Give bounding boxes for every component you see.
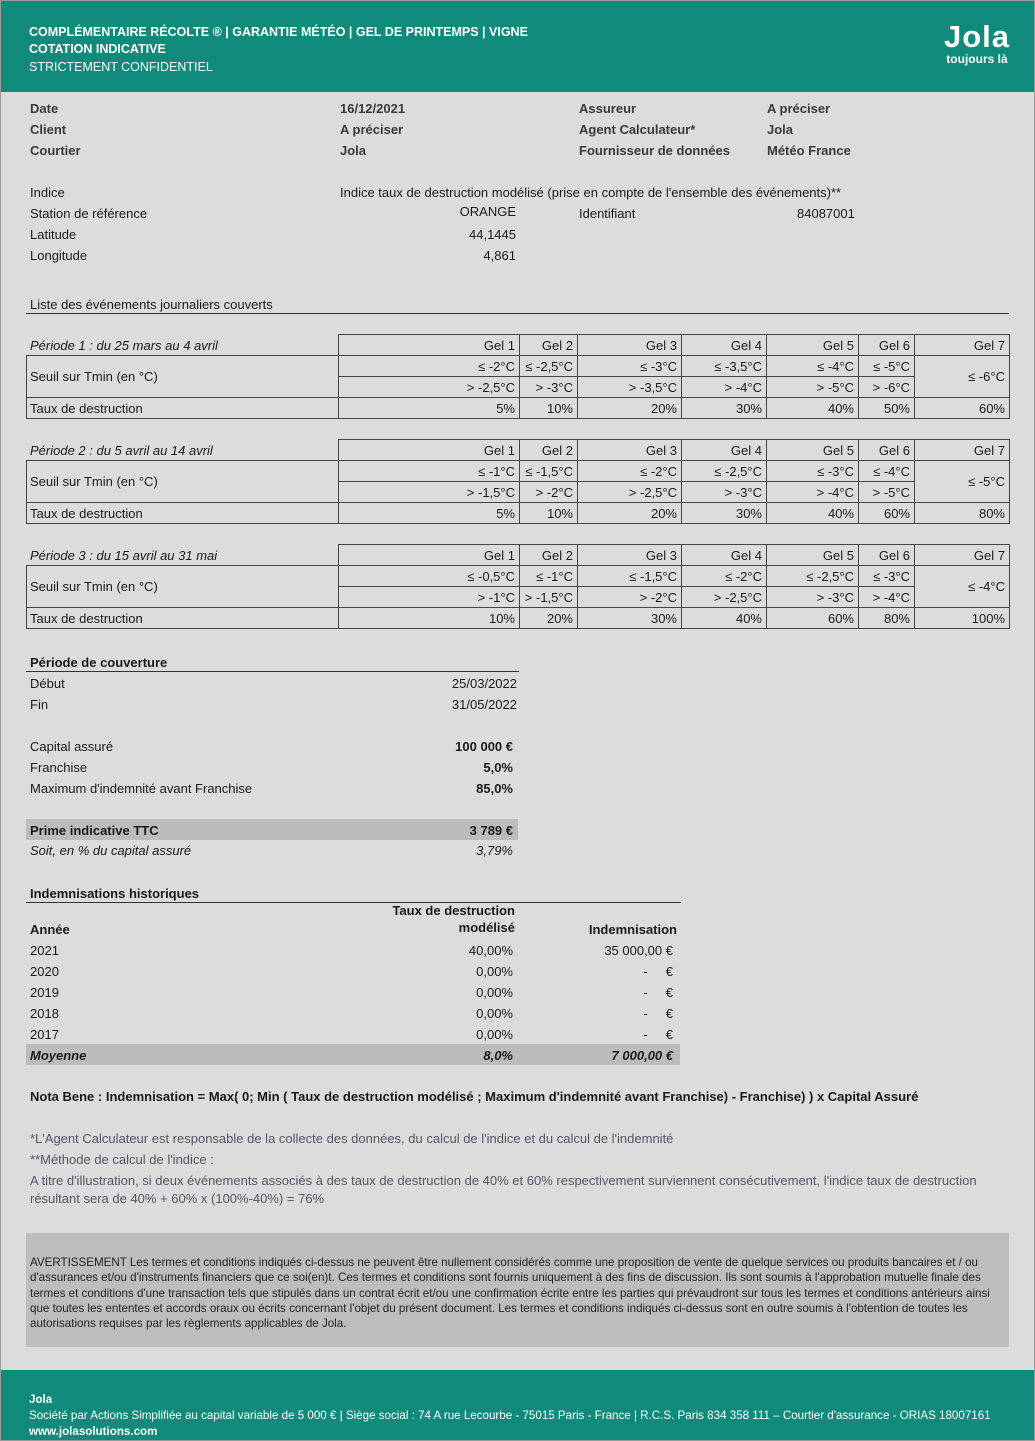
taux-value: 10% [488,611,515,626]
header-banner [1,1,1034,92]
history-taux: 0,00% [476,985,513,1000]
history-indemnisation: - € [643,985,673,1000]
gel-header: Gel 1 [483,443,515,458]
col-indemnisation: Indemnisation [588,922,677,937]
history-year: 2017 [30,1027,59,1042]
gel-header: Gel 7 [973,443,1005,458]
gel-column-divider [914,355,915,418]
taux-value: 20% [650,506,677,521]
coverage-heading: Période de couverture [30,655,168,670]
history-heading-rule [26,902,681,903]
taux-value: 30% [735,506,762,521]
gel-header-divider [766,334,767,355]
threshold-upper: ≤ -2,5°C [714,464,762,479]
history-heading: Indemnisations historiques [30,886,200,901]
soit-label: Soit, en % du capital assuré [30,843,192,858]
gel-column-divider [858,355,859,418]
fournisseur-value: Météo France [767,143,851,158]
identifiant-value: 84087001 [797,206,855,221]
threshold-lower: > -1°C [477,590,515,605]
date-label: Date [30,101,59,116]
threshold-lower: > -4°C [872,590,910,605]
seuil-label: Seuil sur Tmin (en °C) [30,369,158,384]
latitude-value: 44,1445 [469,227,516,242]
history-indemnisation: 35 000,00 € [604,943,673,958]
threshold-lower: > -2°C [639,590,677,605]
period-label-rule [26,355,338,356]
taux-row-line [26,607,1010,608]
footer-legal: Société par Actions Simplifiée au capital variable de 5 000 € | Siège social : 74 A rue Lecourbe - 75015 Paris - France | R.C.S. Paris 834 358 111 – Courtier d'assurance - ORIAS 18007161 [29,1409,991,1422]
gel-column-divider [766,565,767,628]
courtier-value: Jola [340,143,367,158]
average-indemnisation: 7 000,00 € [611,1048,673,1063]
gel-column-divider [519,460,520,523]
taux-label: Taux de destruction [30,611,143,626]
agent-footnote: *L'Agent Calculateur est responsable de la collecte des données, du calcul de l'indice et du calcul de l'indemnité [30,1131,674,1146]
gel-header-divider [914,334,915,355]
disclaimer-text: AVERTISSEMENT Les termes et conditions indiqués ci-dessus ne peuvent être nullement considérés comme une proposition de vente de quelque services ou produits bancaires et / ou d'assurances et/ou d'instruments financiers que ce soi(en)t. Ces termes et conditions sont fournis uniquement à des fins de discussion. Ils sont soumis à l'approbation mutuelle finale des termes et conditions d'une transaction tels que stipulés dans un contrat écrit et/ou une confirmation écrite entre les parties qui prévaudront sur tous les termes et conditions antérieurs ainsi que toutes les ententes et accords oraux ou écrits concernant l'objet du présent document. Les termes et conditions indiqués ci-dessus sont en outre soumis à l'obtention de toutes les autorisations requises par les règlements applicables de Jola. [30,1256,990,1331]
disclaimer-box [26,1233,1009,1347]
courtier-label: Courtier [30,143,81,158]
threshold-gel7: ≤ -5°C [968,474,1005,489]
max-indemnite-value: 85,0% [476,781,513,796]
taux-value: 80% [883,611,910,626]
debut-label: Début [30,676,65,691]
threshold-lower: > -1,5°C [524,590,573,605]
threshold-gel7: ≤ -4°C [968,579,1005,594]
gel-column-divider [338,355,339,418]
taux-value: 30% [650,611,677,626]
indice-value: Indice taux de destruction modélisé (prise en compte de l'ensemble des événements)** [340,185,842,200]
footer-banner [1,1370,1034,1441]
threshold-upper: ≤ -2,5°C [525,359,573,374]
taux-value: 80% [978,506,1005,521]
gel-column-divider [858,460,859,523]
col-annee: Année [30,922,70,937]
threshold-upper: ≤ -3°C [817,464,854,479]
history-indemnisation: - € [643,1027,673,1042]
taux-value: 50% [883,401,910,416]
gel-column-divider [914,460,915,523]
taux-value: 40% [735,611,762,626]
period-label-rule [26,460,338,461]
gel-header: Gel 2 [541,338,573,353]
threshold-upper: ≤ -1°C [536,569,573,584]
taux-value: 60% [827,611,854,626]
average-taux: 8,0% [483,1048,513,1063]
threshold-lower: > -2,5°C [713,590,762,605]
gel-header-divider [914,439,915,460]
gel-column-divider [681,460,682,523]
gel-header: Gel 4 [730,338,762,353]
threshold-upper: ≤ -4°C [873,464,910,479]
gel-column-divider [766,460,767,523]
gel-header: Gel 6 [878,338,910,353]
document-subtitle: COTATION INDICATIVE [29,42,166,56]
fin-value: 31/05/2022 [451,697,517,712]
gel-header-divider [914,544,915,565]
gel-column-divider [577,565,578,628]
illustration-line-2: résultant sera de 40% + 60% x (100%-40%) = 76% [30,1191,325,1206]
taux-value: 10% [546,401,573,416]
history-taux: 40,00% [468,943,513,958]
coverage-heading-rule [26,671,519,672]
gel-column-divider [338,460,339,523]
gel-header: Gel 2 [541,443,573,458]
seuil-split-line [338,376,914,377]
taux-value: 20% [546,611,573,626]
threshold-lower: > -2°C [535,485,573,500]
history-taux: 0,00% [476,1006,513,1021]
agent-value: Jola [767,122,794,137]
footer-company: Jola [29,1393,53,1406]
gel-header: Gel 6 [878,443,910,458]
gel-header: Gel 5 [822,548,854,563]
period-label: Période 2 : du 5 avril au 14 avril [30,443,213,458]
nota-bene: Nota Bene : Indemnisation = Max( 0; Min ( Taux de destruction modélisé ; Maximum d'indemnité avant Franchise) - Franchise) ) x Capital Assuré [30,1089,919,1104]
taux-row-line [26,397,1010,398]
gel-header: Gel 3 [645,338,677,353]
history-taux: 0,00% [476,1027,513,1042]
threshold-upper: ≤ -2°C [725,569,762,584]
assureur-label: Assureur [579,101,637,116]
threshold-lower: > -5°C [872,485,910,500]
taux-row-line [26,502,1010,503]
threshold-upper: ≤ -3°C [640,359,677,374]
illustration-line-1: A titre d'illustration, si deux événements associés à des taux de destruction de 40% et 60% respectivement surviennent consécutivement, l'indice taux de destruction [30,1173,977,1188]
period-table-frame [26,460,1010,524]
station-value: ORANGE [459,204,516,219]
threshold-upper: ≤ -0,5°C [467,569,515,584]
taux-value: 40% [827,506,854,521]
footer-website[interactable]: www.jolasolutions.com [29,1425,158,1438]
gel-header: Gel 3 [645,443,677,458]
period-table-frame [26,355,1010,419]
taux-label: Taux de destruction [30,401,143,416]
client-value: A préciser [340,122,404,137]
assureur-value: A préciser [767,101,831,116]
fin-label: Fin [30,697,49,712]
seuil-label: Seuil sur Tmin (en °C) [30,579,158,594]
threshold-upper: ≤ -1°C [478,464,515,479]
gel-column-divider [766,355,767,418]
threshold-upper: ≤ -3,5°C [714,359,762,374]
average-highlight [26,1044,680,1065]
threshold-lower: > -4°C [816,485,854,500]
gel-header-divider [681,334,682,355]
period-label: Période 3 : du 15 avril au 31 mai [30,548,218,563]
gel-header-divider [577,544,578,565]
gel-header: Gel 3 [645,548,677,563]
prime-value: 3 789 € [469,823,513,838]
gel-header: Gel 5 [822,443,854,458]
threshold-lower: > -3°C [816,590,854,605]
soit-value: 3,79% [476,843,513,858]
capital-label: Capital assuré [30,739,114,754]
gel-column-divider [577,355,578,418]
gel-column-divider [858,565,859,628]
gel-header-divider [681,439,682,460]
gel-header: Gel 1 [483,548,515,563]
history-year: 2019 [30,985,59,1000]
franchise-label: Franchise [30,760,88,775]
gel-header: Gel 4 [730,548,762,563]
threshold-lower: > -3°C [535,380,573,395]
threshold-upper: ≤ -3°C [873,569,910,584]
max-indemnite-label: Maximum d'indemnité avant Franchise [30,781,253,796]
taux-value: 20% [650,401,677,416]
gel-header: Gel 7 [973,548,1005,563]
gel-header-divider [519,439,520,460]
taux-value: 30% [735,401,762,416]
threshold-upper: ≤ -4°C [817,359,854,374]
threshold-lower: > -3°C [724,485,762,500]
history-year: 2021 [30,943,59,958]
gel-header-divider [519,334,520,355]
jola-logo [944,21,1010,66]
period-label-rule [26,565,338,566]
gel-column-divider [338,565,339,628]
seuil-label: Seuil sur Tmin (en °C) [30,474,158,489]
gel-column-divider [519,565,520,628]
threshold-gel7: ≤ -6°C [968,369,1005,384]
gel-header-divider [577,439,578,460]
threshold-upper: ≤ -2°C [640,464,677,479]
prime-label: Prime indicative TTC [30,823,159,838]
gel-header: Gel 1 [483,338,515,353]
period-table-frame [26,565,1010,629]
confidentiality-label: STRICTEMENT CONFIDENTIEL [29,60,213,74]
gel-header: Gel 2 [541,548,573,563]
threshold-upper: ≤ -2,5°C [806,569,854,584]
capital-value: 100 000 € [455,739,513,754]
taux-value: 10% [546,506,573,521]
threshold-lower: > -2,5°C [628,485,677,500]
taux-value: 40% [827,401,854,416]
gel-header: Gel 4 [730,443,762,458]
taux-label: Taux de destruction [30,506,143,521]
col-taux-line1: Taux de destruction [392,903,515,918]
events-heading-rule [26,313,1009,314]
events-heading: Liste des événements journaliers couverts [30,297,273,312]
threshold-lower: > -1,5°C [466,485,515,500]
gel-header-divider [766,544,767,565]
taux-value: 60% [883,506,910,521]
client-label: Client [30,122,67,137]
col-taux-line2: modélisé [458,920,515,935]
identifiant-label: Identifiant [579,206,636,221]
history-taux: 0,00% [476,964,513,979]
threshold-upper: ≤ -2°C [478,359,515,374]
threshold-lower: > -5°C [816,380,854,395]
gel-header: Gel 7 [973,338,1005,353]
history-indemnisation: - € [643,1006,673,1021]
logo-wordmark: Jola [943,19,1010,54]
gel-header-divider [766,439,767,460]
document-title: COMPLÉMENTAIRE RÉCOLTE ® | GARANTIE MÉTÉO | GEL DE PRINTEMPS | VIGNE [29,25,528,39]
threshold-lower: > -4°C [724,380,762,395]
threshold-upper: ≤ -1,5°C [629,569,677,584]
gel-header-divider [858,334,859,355]
threshold-lower: > -2,5°C [466,380,515,395]
gel-column-divider [681,565,682,628]
gel-header-divider [681,544,682,565]
station-label: Station de référence [30,206,148,221]
gel-header: Gel 6 [878,548,910,563]
seuil-split-line [338,481,914,482]
latitude-label: Latitude [30,227,77,242]
longitude-label: Longitude [30,248,88,263]
threshold-upper: ≤ -1,5°C [525,464,573,479]
seuil-split-line [338,586,914,587]
threshold-upper: ≤ -5°C [873,359,910,374]
gel-column-divider [914,565,915,628]
threshold-lower: > -3,5°C [628,380,677,395]
fournisseur-label: Fournisseur de données [579,143,730,158]
gel-header: Gel 5 [822,338,854,353]
method-footnote: **Méthode de calcul de l'indice : [30,1152,214,1167]
date-value: 16/12/2021 [340,101,406,116]
taux-value: 100% [971,611,1005,626]
gel-column-divider [519,355,520,418]
logo-tagline: toujours là [946,52,1008,66]
threshold-lower: > -6°C [872,380,910,395]
gel-column-divider [681,355,682,418]
gel-column-divider [577,460,578,523]
gel-header-divider [519,544,520,565]
agent-label: Agent Calculateur* [579,122,696,137]
debut-value: 25/03/2022 [451,676,517,691]
history-year: 2020 [30,964,59,979]
indice-label: Indice [30,185,65,200]
history-year: 2018 [30,1006,59,1021]
taux-value: 60% [978,401,1005,416]
average-label: Moyenne [30,1048,87,1063]
taux-value: 5% [496,506,515,521]
history-indemnisation: - € [643,964,673,979]
gel-header-divider [577,334,578,355]
gel-header-divider [858,544,859,565]
gel-header-divider [858,439,859,460]
taux-value: 5% [496,401,515,416]
longitude-value: 4,861 [483,248,516,263]
period-label: Période 1 : du 25 mars au 4 avril [30,338,218,353]
franchise-value: 5,0% [483,760,513,775]
